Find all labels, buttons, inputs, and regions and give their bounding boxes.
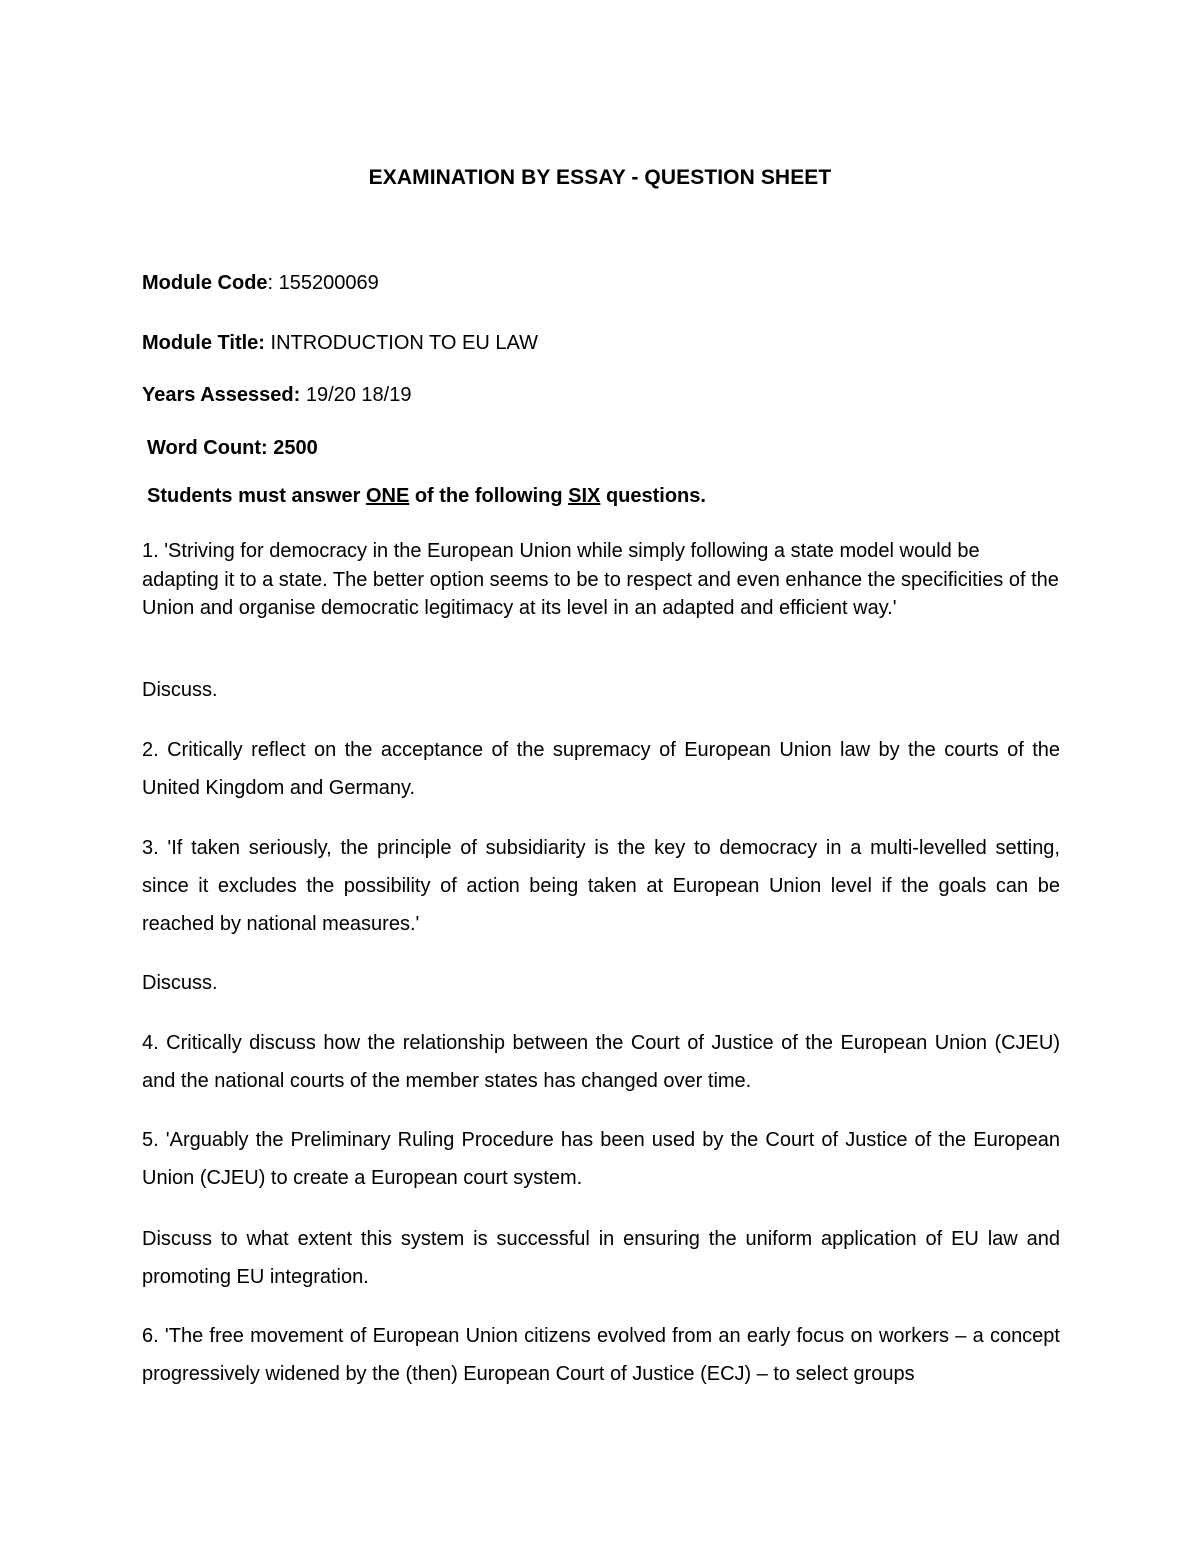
question-1: 1. 'Striving for democracy in the European Union while simply following a state model would be adapting it to a state. The better option seems to be to respect and even enhance the specificities of the Union and organise democratic legitimacy at its level in an adapted and efficient way.' xyxy=(142,540,1059,619)
years-assessed-label: Years Assessed: xyxy=(142,384,301,406)
instructions-text-1: Students must answer xyxy=(147,485,366,507)
word-count-label: Word Count: 2500 xyxy=(147,437,318,459)
question-1-discuss: Discuss. xyxy=(142,679,218,701)
word-count-field xyxy=(147,437,318,460)
page-title: EXAMINATION BY ESSAY - QUESTION SHEET xyxy=(368,166,832,189)
instructions-text-3: questions. xyxy=(600,485,706,507)
module-code-value: : 155200069 xyxy=(267,272,379,294)
instructions-text-2: of the following xyxy=(409,485,569,507)
instructions-six: SIX xyxy=(568,485,601,507)
question-5-discuss: Discuss to what extent this system is successful in ensuring the uniform application of EU law and promoting EU integration. xyxy=(142,1228,1060,1288)
module-title-label: Module Title: xyxy=(142,332,265,354)
instructions xyxy=(147,485,706,508)
question-3-discuss: Discuss. xyxy=(142,972,218,994)
module-code-label: Module Code xyxy=(142,272,268,294)
question-6: 6. 'The free movement of European Union citizens evolved from an early focus on workers – a concept progressively widened by the (then) European Court of Justice (ECJ) – to select groups xyxy=(142,1325,1060,1385)
question-5: 5. 'Arguably the Preliminary Ruling Procedure has been used by the Court of Justice of the European Union (CJEU) to create a European court system. xyxy=(142,1129,1060,1189)
years-assessed-value: 19/20 18/19 xyxy=(300,384,412,406)
module-title-field xyxy=(142,332,538,355)
question-4: 4. Critically discuss how the relationship between the Court of Justice of the European Union (CJEU) and the national courts of the member states has changed over time. xyxy=(142,1032,1060,1092)
module-code-field xyxy=(142,272,379,295)
years-assessed-field xyxy=(142,384,411,407)
instructions-one: ONE xyxy=(365,485,410,507)
question-2: 2. Critically reflect on the acceptance of the supremacy of European Union law by the courts of the United Kingdom and Germany. xyxy=(142,739,1060,799)
question-3: 3. 'If taken seriously, the principle of subsidiarity is the key to democracy in a multi-levelled setting, since it excludes the possibility of action being taken at European Union level if the goals can be reached by national measures.' xyxy=(142,837,1060,935)
module-title-value: INTRODUCTION TO EU LAW xyxy=(264,332,538,354)
